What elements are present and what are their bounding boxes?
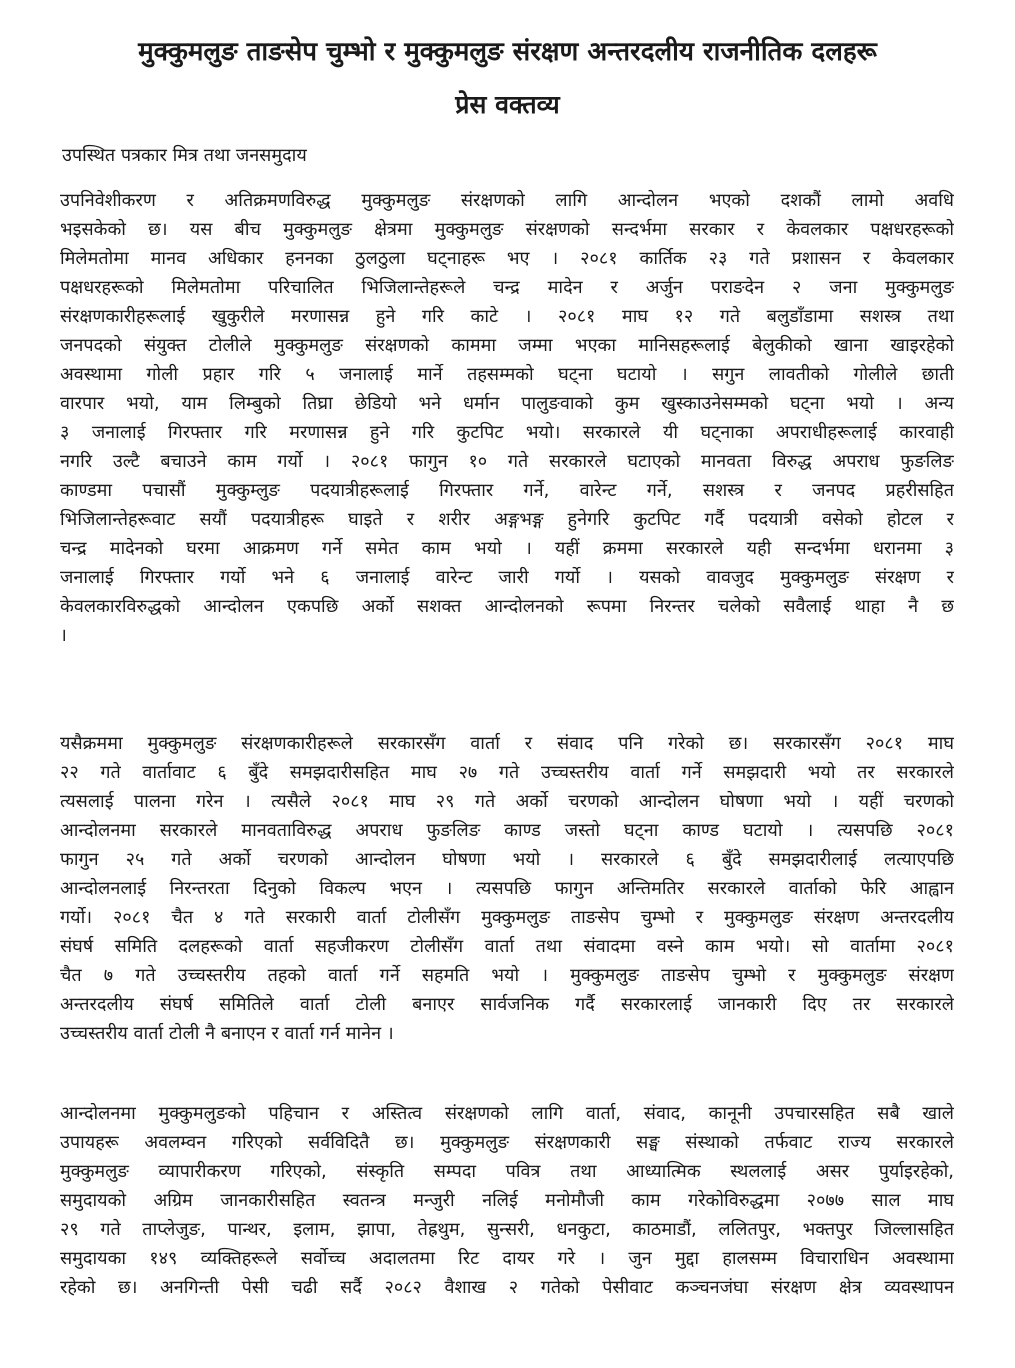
paragraph-line: आन्दोलनमा मुक्कुमलुङको पहिचान र अस्तित्व संरक्षणको लागि वार्ता, संवाद, कानूनी उपचारसहित सबै खाले (60, 1103, 954, 1124)
paragraph-line: । (60, 625, 67, 646)
paragraph-line: चन्द्र मादेनको घरमा आक्रमण गर्ने समेत काम भयो । यहीं क्रममा सरकारले यही सन्दर्भमा धरानमा ३ (60, 538, 954, 559)
paragraph-line: मुक्कुमलुङ व्यापारीकरण गरिएको, संस्कृति सम्पदा पवित्र तथा आध्यात्मिक स्थललाई असर पुर्याइरहेको, (60, 1161, 954, 1182)
paragraph-line: अन्तरदलीय संघर्ष समितिले वार्ता टोली बनाएर सार्वजनिक गर्दै सरकारलाई जानकारी दिए तर सरकारले (60, 994, 954, 1015)
paragraph-line: उच्चस्तरीय वार्ता टोली नै बनाएन र वार्ता गर्न मानेन । (60, 1023, 394, 1044)
paragraph-line: पक्षधरहरूको मिलेमतोमा परिचालित भिजिलान्तेहरूले चन्द्र मादेन र अर्जुन पराङदेन २ जना मुक्कुमलुङ (60, 277, 954, 298)
paragraph-line: जनालाई गिरफ्तार गर्यो भने ६ जनालाई वारेन्ट जारी गर्यो । यसको वावजुद मुक्कुमलुङ संरक्षण र (60, 567, 954, 588)
document-title: मुक्कुमलुङ ताङसेप चुम्भो र मुक्कुमलुङ संरक्षण अन्तरदलीय राजनीतिक दलहरू (138, 37, 877, 67)
paragraph-line: मिलेमतोमा मानव अधिकार हननका ठुलठुला घट्नाहरू भए । २०८१ कार्तिक २३ गते प्रशासन र केवलकार (60, 248, 954, 269)
paragraph-line: यसैक्रममा मुक्कुमलुङ संरक्षणकारीहरूले सरकारसँग वार्ता र संवाद पनि गरेको छ। सरकारसँग २०८१ माघ (60, 733, 954, 754)
paragraph-line: नगरि उल्टै बचाउने काम गर्यो । २०८१ फागुन १० गते सरकारले घटाएको मानवता विरुद्ध अपराध फुङलिङ (60, 451, 954, 472)
paragraph-line: भिजिलान्तेहरूवाट सयौं पदयात्रीहरू घाइते र शरीर अङ्गभङ्ग हुनेगरि कुटपिट गर्दै पदयात्री वसेको होटल र (60, 509, 954, 530)
paragraph-line: ३ जनालाई गिरफ्तार गरि मरणासन्न हुने गरि कुटपिट भयो। सरकारले यी घट्नाका अपराधीहरूलाई कारवाही (60, 422, 954, 443)
paragraph-2 (60, 729, 954, 1048)
paragraph-line: काण्डमा पचासौं मुक्कुम्लुङ पदयात्रीहरूलाई गिरफ्तार गर्ने, वारेन्ट गर्ने, सशस्त्र र जनपद प्रहरीसहित (60, 480, 954, 501)
paragraph-line: संरक्षणकारीहरूलाई खुकुरीले मरणासन्न हुने गरि काटे । २०८१ माघ १२ गते बलुडाँडामा सशस्त्र तथा (60, 306, 954, 327)
paragraph-3 (60, 1099, 954, 1302)
paragraph-line: समुदायको अग्रिम जानकारीसहित स्वतन्त्र मन्जुरी नलिई मनोमौजी काम गरेकोविरुद्धमा २०७७ साल माघ (60, 1190, 954, 1211)
paragraph-line: भइसकेको छ। यस बीच मुक्कुमलुङ क्षेत्रमा मुक्कुमलुङ संरक्षणको सन्दर्भमा सरकार र केवलकार पक्षधरहरूको (60, 219, 954, 240)
paragraph-line: २९ गते ताप्लेजुङ, पान्थर, इलाम, झापा, तेह्रथुम, सुन्सरी, धनकुटा, काठमाडौं, ललितपुर, भक्तपुर जिल्लासहित (60, 1219, 954, 1240)
paragraph-line: उपायहरू अवलम्वन गरिएको सर्वविदितै छ। मुक्कुमलुङ संरक्षणकारी सङ्घ संस्थाको तर्फवाट राज्य सरकारले (60, 1132, 954, 1153)
paragraph-line: चैत ७ गते उच्चस्तरीय तहको वार्ता गर्ने सहमति भयो । मुक्कुमलुङ ताङसेप चुम्भो र मुक्कुमलुङ संरक्षण (60, 965, 954, 986)
paragraph-line: २२ गते वार्तावाट ६ बुँदे समझदारीसहित माघ २७ गते उच्चस्तरीय वार्ता गर्ने समझदारी भयो तर सरकारले (60, 762, 954, 783)
paragraph-line: समुदायका १४९ व्यक्तिहरूले सर्वोच्च अदालतमा रिट दायर गरे । जुन मुद्दा हालसम्म विचाराधिन अवस्थामा (60, 1248, 954, 1269)
salutation: उपस्थित पत्रकार मित्र तथा जनसमुदाय (62, 145, 307, 166)
paragraph-line: त्यसलाई पालना गरेन । त्यसैले २०८१ माघ २९ गते अर्को चरणको आन्दोलन घोषणा भयो । यहीं चरणको (60, 791, 954, 812)
paragraph-line: आन्दोलनमा सरकारले मानवताविरुद्ध अपराध फुङलिङ काण्ड जस्तो घट्ना काण्ड घटायो । त्यसपछि २०८१ (60, 820, 954, 841)
paragraph-line: गर्यो। २०८१ चैत ४ गते सरकारी वार्ता टोलीसँग मुक्कुमलुङ ताङसेप चुम्भो र मुक्कुमलुङ संरक्षण अन्तरदलीय (60, 907, 954, 928)
paragraph-line: उपनिवेशीकरण र अतिक्रमणविरुद्ध मुक्कुमलुङ संरक्षणको लागि आन्दोलन भएको दशकौं लामो अवधि (60, 190, 954, 211)
paragraph-1 (60, 186, 954, 650)
paragraph-line: वारपार भयो, याम लिम्बुको तिघ्रा छेडियो भने धर्मान पालुङवाको कुम खुस्काउनेसम्मको घट्ना भयो । अन्य (60, 393, 954, 414)
paragraph-line: संघर्ष समिति दलहरूको वार्ता सहजीकरण टोलीसँग वार्ता तथा संवादमा वस्ने काम भयो। सो वार्तामा २०८१ (60, 936, 954, 957)
paragraph-line: रहेको छ। अनगिन्ती पेसी चढी सर्दै २०८२ वैशाख २ गतेको पेसीवाट कञ्चनजंघा संरक्षण क्षेत्र व्यवस्थापन (60, 1277, 954, 1298)
paragraph-line: आन्दोलनलाई निरन्तरता दिनुको विकल्प भएन । त्यसपछि फागुन अन्तिमतिर सरकारले वार्ताको फेरि आह्वान (60, 878, 954, 899)
paragraph-line: फागुन २५ गते अर्को चरणको आन्दोलन घोषणा भयो । सरकारले ६ बुँदे समझदारीलाई लत्याएपछि (60, 849, 954, 870)
paragraph-line: जनपदको संयुक्त टोलीले मुक्कुमलुङ संरक्षणको काममा जम्मा भएका मानिसहरूलाई बेलुकीको खाना खाइरहेको (60, 335, 954, 356)
paragraph-line: अवस्थामा गोली प्रहार गरि ५ जनालाई मार्ने तहसम्मको घट्ना घटायो । सगुन लावतीको गोलीले छाती (60, 364, 954, 385)
document-subtitle: प्रेस वक्तव्य (455, 90, 560, 119)
paragraph-line: केवलकारविरुद्धको आन्दोलन एकपछि अर्को सशक्त आन्दोलनको रूपमा निरन्तर चलेको सवैलाई थाहा नै छ (60, 596, 954, 617)
